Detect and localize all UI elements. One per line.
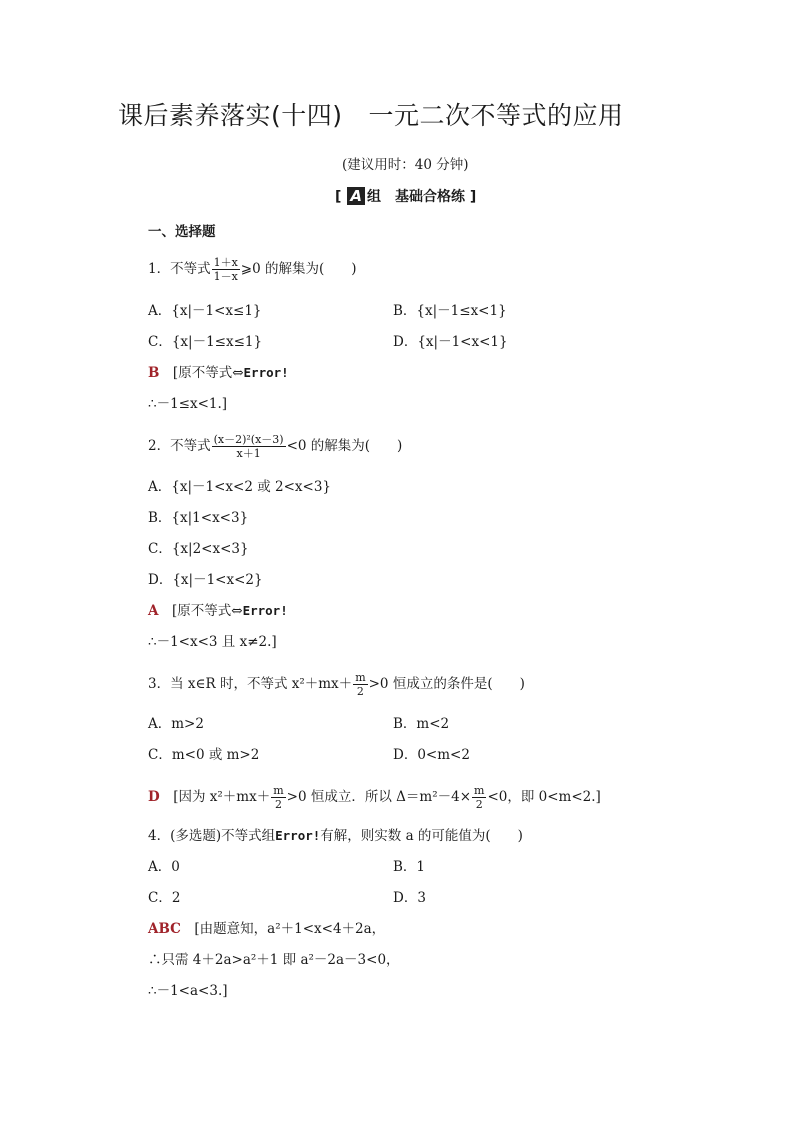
page-title: 课后素养落实(十四) 一元二次不等式的应用 — [118, 101, 624, 130]
question-2-stem: 2．不等式 $\frac{\text{(x－2)²(x－3)}}{x+1}$ <0 的解集为( ) — [148, 433, 403, 460]
option-a: A．{x|－1<x<2 或 2<x<3} — [148, 479, 332, 495]
fraction: $\frac{\text{(x－2)²(x－3)}}{x+1}$ — [213, 433, 284, 460]
fraction: $\frac{m}{2}$ — [273, 784, 284, 811]
answer-3: D [因为 x²＋mx＋ $\frac{m}{2}$ >0 恒成立．所以 Δ＝m²－4× $\frac{m}{2}$ <0，即 0<m<2.] — [148, 784, 601, 811]
option-c: C．m<0 或 m>2 — [148, 747, 260, 763]
fraction: $\frac{1+x}{1-x}$ — [213, 256, 238, 283]
option-a: A．{x|－1<x≤1} — [148, 303, 262, 319]
fraction: $\frac{m}{2}$ — [474, 784, 485, 811]
answer-4-line-3: ∴－1<a<3.] — [148, 983, 228, 999]
option-b: B．m<2 — [393, 716, 450, 732]
group-heading: [ A 组 基础合格练 ] — [335, 187, 477, 205]
option-b: B．1 — [393, 859, 426, 875]
option-b: B．{x|1<x<3} — [148, 510, 249, 526]
option-c: C．2 — [148, 890, 181, 906]
answer-1: B [原不等式⇔Error! — [148, 365, 289, 381]
option-d: D．3 — [393, 890, 426, 906]
time-hint: (建议用时：40 分钟) — [342, 157, 469, 173]
question-3-stem: 3．当 x∈R 时，不等式 x²＋mx＋ $\frac{m}{2}$ >0 恒成立的条件是( ) — [148, 671, 525, 698]
answer-2: A [原不等式⇔Error! — [148, 603, 288, 619]
answer-4-line-2: ∴只需 4＋2a>a²＋1 即 a²－2a－3<0， — [148, 952, 400, 968]
answer-1-line-2: ∴－1≤x<1.] — [148, 396, 228, 412]
option-d: D．{x|－1<x<1} — [393, 334, 508, 350]
group-badge: A — [347, 187, 365, 205]
section-heading: 一、选择题 — [148, 224, 216, 240]
option-b: B．{x|－1≤x<1} — [393, 303, 507, 319]
option-d: D．0<m<2 — [393, 747, 470, 763]
question-1-stem: 1．不等式 $\frac{1+x}{1-x}$ ⩾0 的解集为( ) — [148, 256, 357, 283]
option-a: A．0 — [148, 859, 180, 875]
question-4-stem: 4．(多选题)不等式组Error!有解，则实数 a 的可能值为( ) — [148, 828, 523, 844]
fraction: $\frac{m}{2}$ — [355, 671, 366, 698]
option-c: C．{x|－1≤x≤1} — [148, 334, 263, 350]
option-d: D．{x|－1<x<2} — [148, 572, 263, 588]
answer-2-line-2: ∴－1<x<3 且 x≠2.] — [148, 634, 277, 650]
option-c: C．{x|2<x<3} — [148, 541, 249, 557]
answer-4: ABC [由题意知，a²＋1<x<4＋2a， — [148, 921, 386, 937]
option-a: A．m>2 — [148, 716, 204, 732]
